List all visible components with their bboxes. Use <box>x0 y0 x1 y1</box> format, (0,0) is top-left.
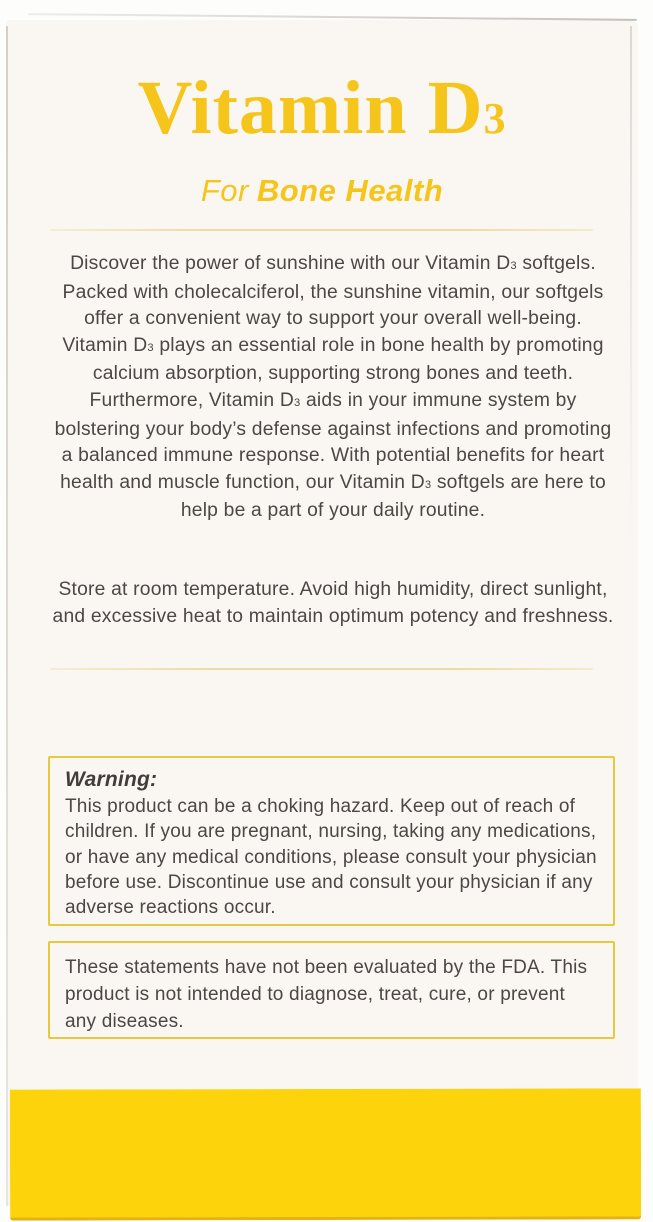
yellow-bottom-band <box>10 1088 641 1220</box>
storage-instructions: Store at room temperature. Avoid high humidity, direct sunlight, and excessive heat to maintain optimum potency and freshness. <box>52 579 614 627</box>
vitamin-d3-box-back-panel <box>6 20 638 1206</box>
warning-title: Warning: <box>65 768 158 791</box>
fda-disclaimer-box <box>48 941 615 1039</box>
warning-box <box>48 756 615 926</box>
tagline-bone-health: Bone Health <box>256 173 444 208</box>
box-left-edge <box>6 26 8 1206</box>
product-description: Discover the power of sunshine with our Vitamin D3 softgels. Packed with cholecalciferol, the sunshine vitamin, our softgels offer a convenient way to support your overall well-being. Vitamin D3 plays an essential role in bone health by promoting calcium absorption, supporting strong bones and teeth. Furthermore, Vitamin D3 aids in your immune system by bolstering your body’s defense against infections and promoting a balanced immune response. With potential benefits for heart health and muscle function, our Vitamin D3 softgels are here to help be a part of your daily routine. <box>54 253 612 522</box>
warning-text: This product can be a choking hazard. Keep out of reach of children. If you are pregnant, nursing, taking any medications, or have any medical conditions, please consult your physician before use. Discontinue use and consult your physician if any adverse reactions occur. <box>65 796 597 919</box>
product-tagline <box>6 172 638 209</box>
tagline-for: For <box>200 173 249 208</box>
divider-bottom <box>50 668 593 670</box>
fda-disclaimer-text: These statements have not been evaluated by the FDA. This product is not intended to diagnose, treat, cure, or prevent any diseases. <box>65 957 588 1032</box>
divider-top <box>50 229 593 231</box>
product-title: Vitamin D3 <box>137 66 507 150</box>
box-right-edge <box>630 26 632 546</box>
